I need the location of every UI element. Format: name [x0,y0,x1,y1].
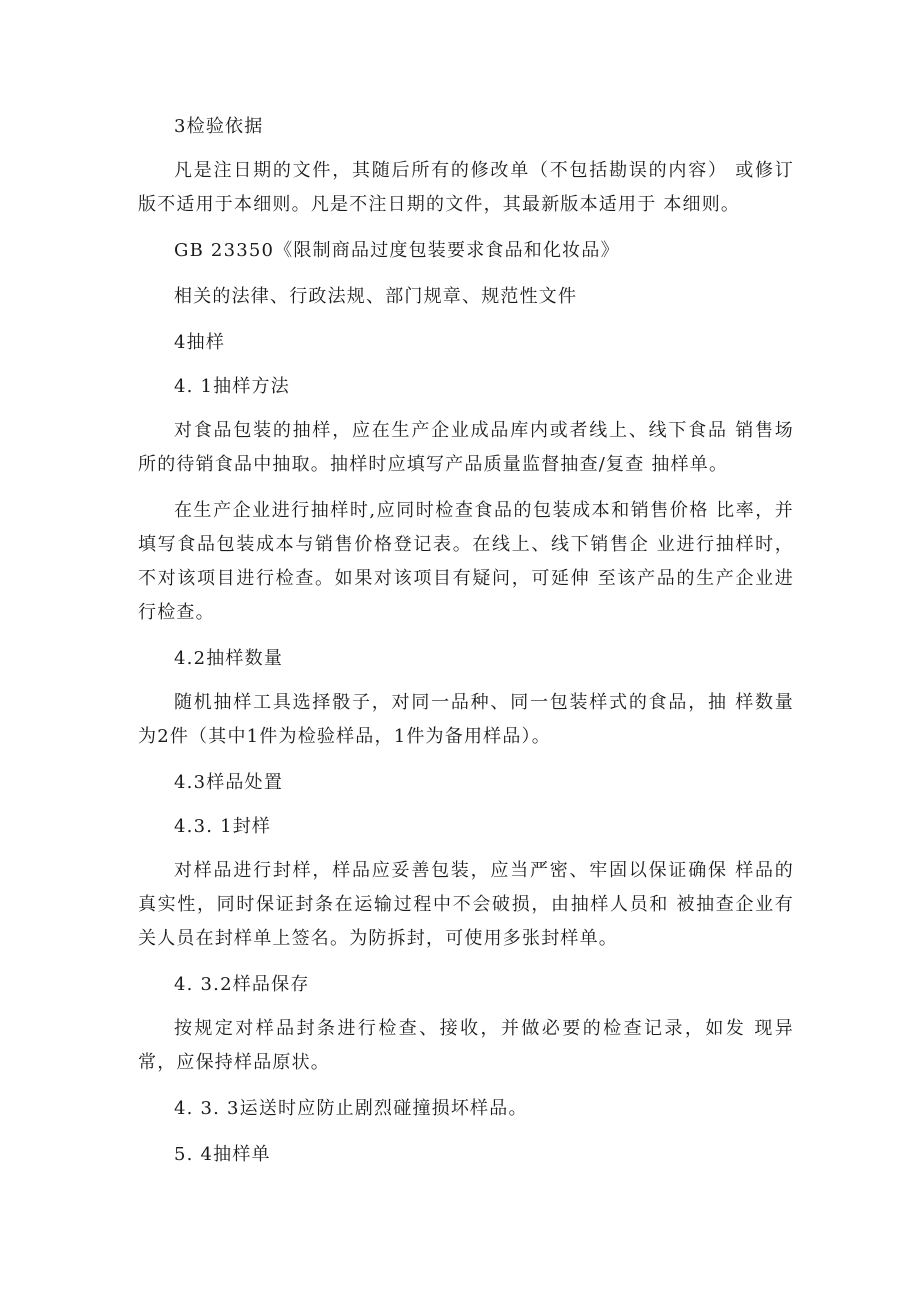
subsection-heading-sampling-quantity: 4.2抽样数量 [174,648,284,669]
subsection-heading-sample-storage: 4. 3.2样品保存 [174,974,310,995]
section-heading-inspection-basis: 3检验依据 [174,116,264,137]
section-heading-sampling: 4抽样 [174,332,226,353]
subsection-heading-sample-handling: 4.3样品处置 [174,772,284,793]
subsection-heading-sampling-method: 4. 1抽样方法 [174,376,290,397]
paragraph-dated-documents: 凡是注日期的文件，其随后所有的修改单（不包括勘误的内容） 或修订版不适用于本细则。凡是不注日期的文件，其最新版本适用于 本细则。 [138,160,794,215]
paragraph-sampling-location: 对食品包装的抽样，应在生产企业成品库内或者线上、线下食品 销售场所的待销食品中抽取。抽样时应填写产品质量监督抽查/复查 抽样单。 [138,420,794,475]
paragraph-sealing: 对样品进行封样，样品应妥善包装，应当严密、牢固以保证确保 样品的真实性，同时保证封条在运输过程中不会破损，由抽样人员和 被抽查企业有关人员在封样单上签名。为防拆封，可使用多张封样单。 [138,860,794,949]
paragraph-regulations: 相关的法律、行政法规、部门规章、规范性文件 [174,286,578,307]
paragraph-cost-price-check: 在生产企业进行抽样时,应同时检查食品的包装成本和销售价格 比率，并填写食品包装成本与销售价格登记表。在线上、线下销售企 业进行抽样时，不对该项目进行检查。如果对该项目有疑问，可延伸 至该产品的生产企业进行检查。 [138,500,794,623]
document-body [138,110,794,1182]
paragraph-transport: 4. 3. 3运送时应防止剧烈碰撞损坏样品。 [174,1098,528,1119]
paragraph-sampling-quantity: 随机抽样工具选择骰子，对同一品种、同一包装样式的食品，抽 样数量为2件（其中1件为检验样品，1件为备用样品）。 [138,692,794,747]
subsection-heading-sampling-form: 5. 4抽样单 [174,1144,271,1165]
paragraph-sample-storage: 按规定对样品封条进行检查、接收，并做必要的检查记录，如发 现异常，应保持样品原状。 [138,1018,794,1073]
subsection-heading-sealing: 4.3. 1封样 [174,816,272,837]
paragraph-standard-reference: GB 23350《限制商品过度包装要求食品和化妆品》 [174,240,620,261]
